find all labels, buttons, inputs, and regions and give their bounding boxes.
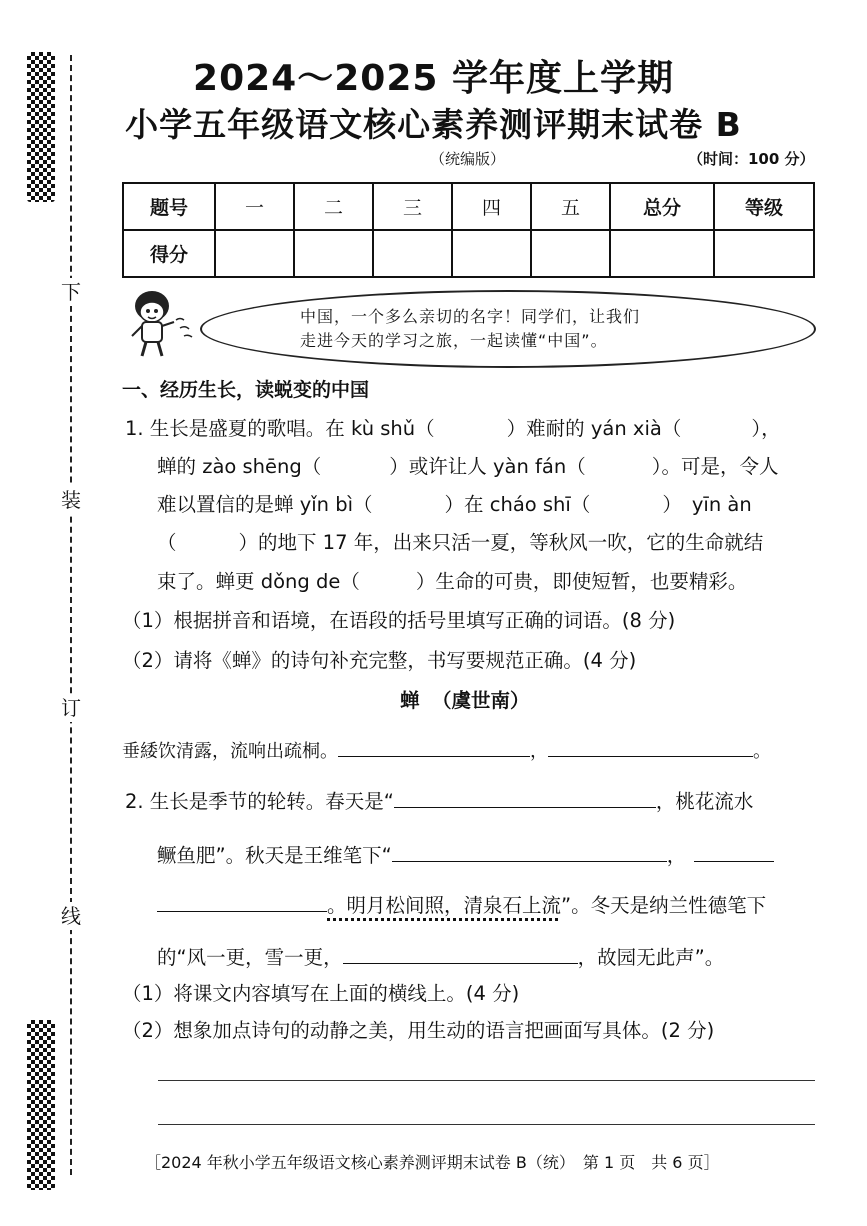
speech-bubble-text (300, 305, 720, 353)
q1-line3 (157, 489, 752, 517)
q2-line2 (157, 840, 774, 868)
poem-line (122, 736, 771, 763)
bracket: （ (353, 493, 373, 516)
score-table-header-row (123, 183, 814, 230)
punct: ， (530, 741, 548, 762)
score-row-label: 得分 (123, 230, 215, 277)
q1-sub2: （2）请将《蝉》的诗句补充完整，书写要规范正确。(4 分) (122, 649, 637, 672)
score-header-cell: 等级 (714, 183, 814, 230)
binding-mark-zhuang: 装 (58, 486, 84, 514)
score-header-cell: 一 (215, 183, 294, 230)
poem-blank-1[interactable] (338, 736, 530, 757)
pinyin: yǐn bì (299, 493, 354, 516)
bracket: ）， (751, 417, 781, 440)
edition-label: （统编版） (430, 150, 506, 168)
q2-blank-5[interactable] (343, 943, 578, 964)
q1-text: ）生命的可贵，即使短暂，也要精彩。 (415, 570, 748, 593)
section-title: 一、经历生长，读蜕变的中国 (122, 379, 370, 401)
pinyin: dǒng de (260, 570, 341, 593)
poem-author: （虞世南） (432, 689, 530, 712)
q2-blank-1[interactable] (394, 787, 656, 808)
pinyin: zào shēng (202, 455, 302, 478)
q1-text: ）在 (444, 493, 490, 516)
score-table-score-row (123, 230, 814, 277)
pinyin: yàn fán (493, 455, 567, 478)
poem-text: 垂緌饮清露，流响出疏桐。 (122, 741, 338, 762)
q1-line4: （ ）的地下 17 年，出来只活一夏，等秋风一吹，它的生命就结 (157, 531, 764, 554)
q2-line1 (125, 786, 753, 814)
q1-text: 难以置信的是蝉 (157, 493, 300, 516)
binding-pattern-bottom (27, 1020, 55, 1190)
bracket: （ (566, 455, 586, 478)
q1-text: ）或许让人 (389, 455, 493, 478)
q1-sub1: （1）根据拼音和语境，在语段的括号里填写正确的词语。(8 分) (122, 609, 676, 632)
cartoon-student-illustration (118, 286, 208, 362)
binding-dashed-line (70, 55, 72, 1175)
binding-mark-xian: 线 (58, 902, 84, 930)
answer-writing-line-1[interactable] (158, 1080, 815, 1081)
q1-line1 (125, 413, 781, 441)
q2-text: ， (666, 844, 687, 867)
q2-sub2: （2）想象加点诗句的动静之美，用生动的语言把画面写具体。(2 分) (122, 1019, 715, 1042)
q1-text: ）。可是，令人 (651, 455, 779, 478)
q1-line5 (157, 566, 747, 594)
page-footer: ［2024 年秋小学五年级语文核心素养测评期末试卷 B（统） 第 1 页 共 6 页］ (145, 1153, 720, 1172)
score-table (122, 182, 815, 278)
answer-writing-line-2[interactable] (158, 1124, 815, 1125)
q2-text: ，故园无此声”。 (577, 946, 725, 969)
punct: 。 (753, 741, 771, 762)
binding-mark-ding: 订 (58, 694, 84, 722)
q2-sub1: （1）将课文内容填写在上面的横线上。(4 分) (122, 982, 520, 1005)
speech-line-1: 中国，一个多么亲切的名字！同学们，让我们 (300, 307, 641, 326)
score-header-cell: 四 (452, 183, 531, 230)
q2-text: ”。冬天是纳兰性德笔下 (561, 894, 767, 917)
score-header-cell: 三 (373, 183, 452, 230)
bracket: （ (415, 417, 435, 440)
exam-title-line1: 2024～2025 学年度上学期 (193, 58, 674, 99)
q2-blank-3[interactable] (694, 841, 774, 862)
binding-mark-xia: 下 (58, 278, 84, 306)
bracket: （ (340, 570, 360, 593)
q1-text: 束了。蝉更 (157, 570, 261, 593)
q1-text: 蝉的 (157, 455, 203, 478)
pinyin: yīn àn (691, 493, 752, 516)
score-header-cell: 题号 (123, 183, 215, 230)
q2-blank-4[interactable] (157, 891, 327, 912)
score-header-cell: 五 (531, 183, 610, 230)
q2-text: 的“风一更，雪一更， (157, 946, 343, 969)
q2-line3 (157, 890, 766, 918)
q2-line4 (157, 942, 724, 970)
q2-text: ，桃花流水 (655, 790, 754, 813)
q1-line2 (157, 451, 779, 479)
score-cell[interactable] (714, 230, 814, 277)
score-cell[interactable] (452, 230, 531, 277)
poem-blank-2[interactable] (548, 736, 753, 757)
score-cell[interactable] (215, 230, 294, 277)
time-label: （时间：100 分） (688, 150, 815, 168)
q2-text: 2. 生长是季节的轮转。春天是“ (125, 790, 394, 813)
pinyin: yán xià (590, 417, 662, 440)
score-cell[interactable] (294, 230, 373, 277)
poem-title: 蝉 (400, 689, 420, 712)
speech-line-2: 走进今天的学习之旅，一起读懂“中国”。 (300, 331, 608, 350)
exam-title-line2: 小学五年级语文核心素养测评期末试卷 B (125, 105, 742, 144)
bracket: ） (662, 493, 682, 516)
score-header-cell: 总分 (610, 183, 714, 230)
bracket: （ (570, 493, 591, 516)
emphasized-poem-line: 。明月松间照，清泉石上流 (327, 894, 562, 917)
score-header-cell: 二 (294, 183, 373, 230)
bracket: （ (661, 417, 682, 440)
q2-text: 鳜鱼肥”。秋天是王维笔下“ (157, 844, 392, 867)
pinyin: cháo shī (489, 493, 571, 516)
pinyin: kù shǔ (351, 417, 416, 440)
score-cell[interactable] (531, 230, 610, 277)
score-cell[interactable] (610, 230, 714, 277)
q1-text: 1. 生长是盛夏的歌唱。在 (125, 417, 352, 440)
bracket: （ (301, 455, 322, 478)
q2-blank-2[interactable] (392, 841, 667, 862)
score-cell[interactable] (373, 230, 452, 277)
q1-text: ）难耐的 (506, 417, 591, 440)
